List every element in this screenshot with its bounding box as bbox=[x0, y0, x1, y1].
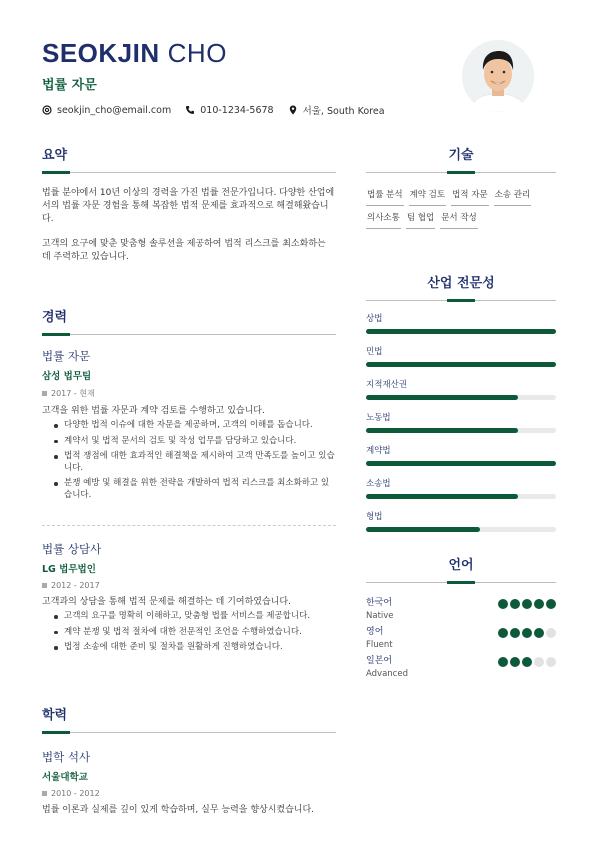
rating-dot-filled bbox=[534, 628, 544, 638]
language-list bbox=[366, 597, 556, 680]
rating-dot-filled bbox=[546, 599, 556, 609]
skills-section bbox=[366, 144, 556, 229]
bullet-item: 고객의 요구를 명확히 이해하고, 맞춤형 법률 서비스를 제공합니다. bbox=[54, 611, 336, 623]
industry-list bbox=[366, 314, 556, 532]
rating-dot-filled bbox=[522, 628, 532, 638]
section-divider bbox=[366, 171, 556, 173]
period-text: 2012 - 2017 bbox=[51, 581, 100, 590]
square-bullet-icon bbox=[42, 391, 47, 396]
industry-level-bar bbox=[366, 362, 556, 367]
bullet-item: 계약서 및 법적 문서의 검토 및 작성 업무를 담당하고 있습니다. bbox=[54, 436, 336, 448]
last-name: CHO bbox=[167, 38, 227, 68]
rating-dot-filled bbox=[498, 599, 508, 609]
phone-icon bbox=[185, 105, 195, 115]
industry-level-bar bbox=[366, 428, 556, 433]
company-name: LG 법무법인 bbox=[42, 564, 96, 575]
job-role: 법률 자문 bbox=[42, 78, 97, 93]
bullet-item: 분쟁 예방 및 해결을 위한 전략을 개발하여 법적 리스크를 최소화하고 있습니다. bbox=[54, 478, 336, 501]
language-level: Native bbox=[366, 611, 394, 621]
industry-level-fill bbox=[366, 461, 556, 466]
contact-email bbox=[42, 103, 171, 117]
location-pin-icon bbox=[288, 105, 298, 115]
industry-level-bar bbox=[366, 461, 556, 466]
at-icon bbox=[42, 105, 52, 115]
skills-title: 기술 bbox=[448, 148, 474, 163]
language-rating bbox=[498, 657, 556, 667]
language-name: 한국어 bbox=[366, 598, 393, 608]
full-name bbox=[42, 38, 442, 68]
industry-level-fill bbox=[366, 428, 518, 433]
rating-dot-filled bbox=[510, 599, 520, 609]
entry-separator bbox=[42, 525, 336, 526]
language-item bbox=[366, 626, 556, 651]
contact-phone bbox=[185, 103, 273, 117]
industry-name: 상법 bbox=[366, 314, 383, 324]
section-divider bbox=[42, 171, 336, 173]
job-period bbox=[42, 388, 336, 399]
experience-title: 경력 bbox=[42, 310, 68, 325]
contact-location bbox=[288, 103, 385, 117]
summary-title: 요약 bbox=[42, 148, 68, 163]
skill-tag: 문서 작성 bbox=[440, 210, 478, 229]
skill-tag: 소송 관리 bbox=[494, 187, 532, 206]
company-name: 삼성 법무팀 bbox=[42, 371, 92, 382]
job-title: 법률 상담사 bbox=[42, 542, 102, 556]
job-entry bbox=[42, 348, 336, 505]
rating-dot-empty bbox=[546, 628, 556, 638]
language-item bbox=[366, 597, 556, 622]
email-text: seokjin_cho@email.com bbox=[57, 104, 172, 116]
contact-info bbox=[42, 103, 442, 117]
bullet-item: 계약 분쟁 및 법적 절차에 대한 전문적인 조언을 수행하였습니다. bbox=[54, 627, 336, 639]
industry-name: 소송법 bbox=[366, 479, 391, 489]
language-level: Advanced bbox=[366, 669, 408, 679]
industry-level-bar bbox=[366, 527, 556, 532]
rating-dot-filled bbox=[522, 657, 532, 667]
industry-item bbox=[366, 314, 556, 334]
rating-dot-filled bbox=[522, 599, 532, 609]
rating-dot-filled bbox=[510, 628, 520, 638]
bullet-item: 다양한 법적 이슈에 대한 자문을 제공하며, 고객의 이해를 돕습니다. bbox=[54, 420, 336, 432]
job-title: 법률 자문 bbox=[42, 349, 91, 363]
section-divider bbox=[42, 333, 336, 335]
square-bullet-icon bbox=[42, 791, 47, 796]
industry-level-fill bbox=[366, 527, 480, 532]
language-rating bbox=[498, 628, 556, 638]
bullet-item: 법정 소송에 대한 준비 및 절차를 원활하게 진행하였습니다. bbox=[54, 642, 336, 654]
summary-section bbox=[42, 144, 336, 264]
phone-text: 010-1234-5678 bbox=[200, 104, 274, 116]
job-period bbox=[42, 581, 336, 590]
industry-name: 노동법 bbox=[366, 413, 391, 423]
industry-item bbox=[366, 413, 556, 433]
industry-name: 민법 bbox=[366, 347, 383, 357]
languages-section bbox=[366, 554, 556, 680]
skill-tags bbox=[366, 187, 556, 229]
industry-name: 형법 bbox=[366, 512, 383, 522]
industry-name: 계약법 bbox=[366, 446, 391, 456]
industry-level-bar bbox=[366, 395, 556, 400]
resume-header bbox=[42, 38, 442, 117]
industry-level-fill bbox=[366, 395, 518, 400]
industry-item bbox=[366, 380, 556, 400]
industry-level-fill bbox=[366, 494, 518, 499]
job-bullets bbox=[42, 420, 336, 501]
industry-level-bar bbox=[366, 329, 556, 334]
industry-item bbox=[366, 347, 556, 367]
rating-dot-filled bbox=[498, 657, 508, 667]
rating-dot-filled bbox=[534, 599, 544, 609]
rating-dot-filled bbox=[510, 657, 520, 667]
language-level: Fluent bbox=[366, 640, 393, 650]
school-name: 서울대학교 bbox=[42, 772, 88, 783]
language-item bbox=[366, 655, 556, 680]
skill-tag: 법적 자문 bbox=[451, 187, 489, 206]
location-text: 서울, South Korea bbox=[302, 106, 385, 117]
industry-item bbox=[366, 446, 556, 466]
job-entry bbox=[42, 541, 336, 658]
industry-level-fill bbox=[366, 329, 556, 334]
language-rating bbox=[498, 599, 556, 609]
education-description: 법률 이론과 실제를 깊이 있게 학습하며, 실무 능력을 향상시켰습니다. bbox=[42, 805, 315, 815]
first-name: SEOKJIN bbox=[42, 38, 160, 68]
job-bullets bbox=[42, 611, 336, 654]
language-name: 영어 bbox=[366, 627, 384, 637]
rating-dot-filled bbox=[498, 628, 508, 638]
bullet-item: 법적 쟁점에 대한 효과적인 해결책을 제시하여 고객 만족도를 높이고 있습니다. bbox=[54, 451, 336, 474]
skill-tag: 의사소통 bbox=[366, 210, 401, 229]
section-divider bbox=[366, 299, 556, 301]
education-title: 학력 bbox=[42, 708, 68, 723]
square-bullet-icon bbox=[42, 583, 47, 588]
period-text: 2010 - 2012 bbox=[51, 789, 100, 798]
language-name: 일본어 bbox=[366, 656, 393, 666]
skill-tag: 팀 협업 bbox=[406, 210, 435, 229]
degree-title: 법학 석사 bbox=[42, 750, 91, 764]
industry-section bbox=[366, 272, 556, 532]
skill-tag: 법률 분석 bbox=[366, 187, 404, 206]
education-period bbox=[42, 789, 336, 798]
industry-item bbox=[366, 479, 556, 499]
industry-name: 지적재산권 bbox=[366, 380, 408, 390]
job-description: 고객과의 상담을 통해 법적 문제를 해결하는 데 기여하였습니다. bbox=[42, 597, 291, 607]
summary-paragraph: 고객의 요구에 맞춘 맞춤형 솔루션을 제공하여 법적 리스크를 최소화하는 데 주력하고 있습니다. bbox=[42, 239, 326, 262]
profile-photo bbox=[462, 40, 534, 112]
job-description: 고객을 위한 법률 자문과 계약 검토를 수행하고 있습니다. bbox=[42, 406, 265, 416]
industry-item bbox=[366, 512, 556, 532]
rating-dot-empty bbox=[546, 657, 556, 667]
section-divider bbox=[42, 731, 336, 733]
languages-title: 언어 bbox=[448, 558, 474, 573]
person-avatar-icon bbox=[462, 40, 534, 112]
skill-tag: 계약 검토 bbox=[409, 187, 447, 206]
industry-title: 산업 전문성 bbox=[427, 276, 495, 291]
industry-level-bar bbox=[366, 494, 556, 499]
summary-paragraph: 법률 분야에서 10년 이상의 경력을 가진 법률 전문가입니다. 다양한 산업에서의 법률 자문 경험을 통해 복잡한 법적 문제를 효과적으로 해결해왔습니다. bbox=[42, 188, 335, 224]
section-divider bbox=[366, 581, 556, 583]
industry-level-fill bbox=[366, 362, 556, 367]
experience-section bbox=[42, 306, 336, 335]
rating-dot-empty bbox=[534, 657, 544, 667]
period-text: 2017 - 현재 bbox=[51, 389, 95, 398]
education-section bbox=[42, 704, 336, 816]
